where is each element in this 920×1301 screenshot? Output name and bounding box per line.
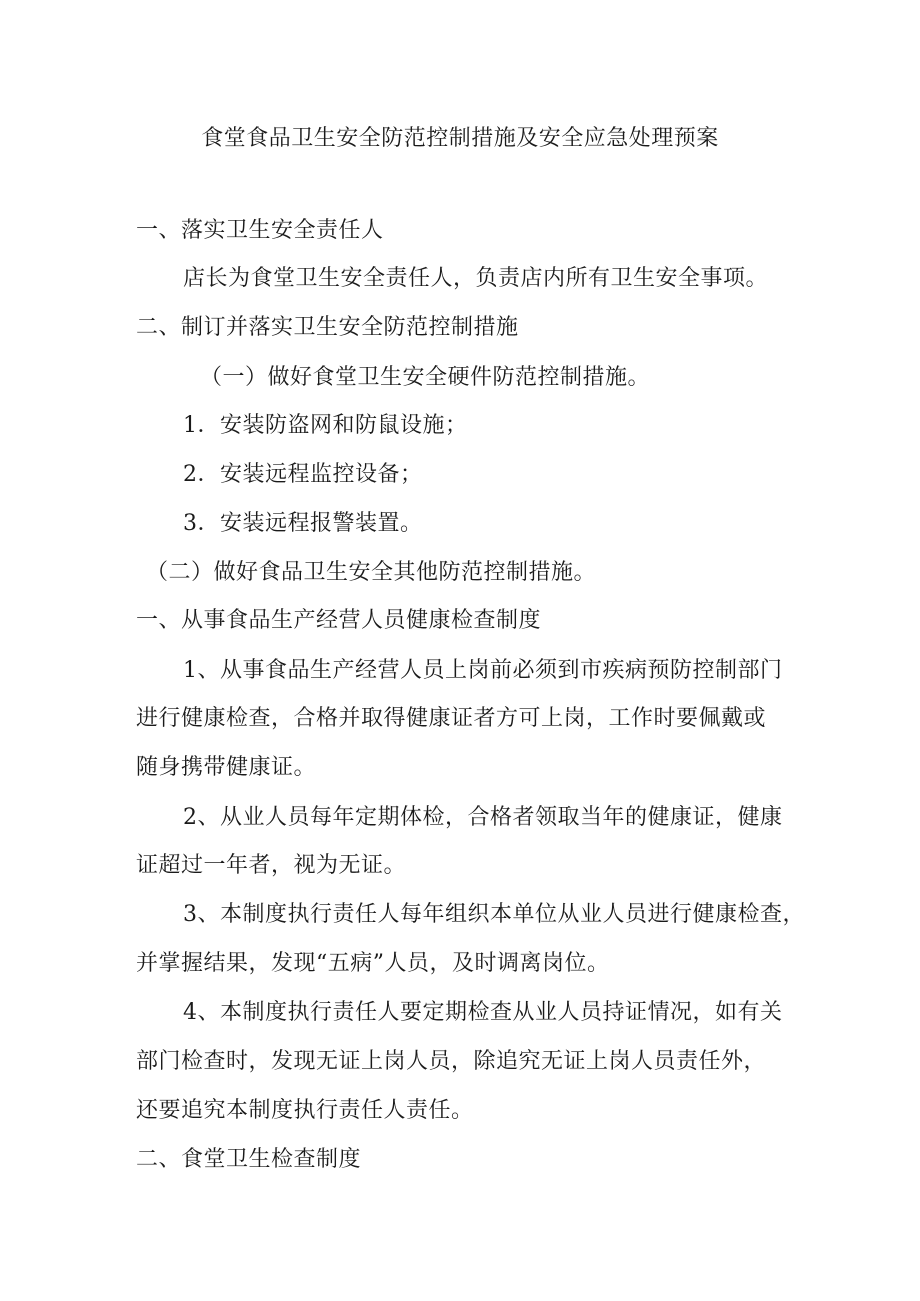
paragraph-line: 3、本制度执行责任人每年组织本单位从业人员进行健康检查， [183,902,805,927]
paragraph-line: 1、从事食品生产经营人员上岗前必须到市疾病预防控制部门 [183,658,783,683]
list-item: 1．安装防盗网和防鼠设施； [183,413,468,438]
paragraph-line: 证超过一年者，视为无证。 [136,853,407,878]
paragraph-line: 并掌握结果，发现“五病”人员，及时调离岗位。 [136,951,610,976]
paragraph-line: 部门检查时，发现无证上岗人员，除追究无证上岗人员责任外， [136,1049,767,1074]
document-title: 食堂食品卫生安全防范控制措施及安全应急处理预案 [201,126,719,151]
list-item: 2．安装远程监控设备； [183,462,423,487]
list-item: 3．安装远程报警装置。 [183,511,423,536]
paragraph-line: 还要追究本制度执行责任人责任。 [136,1098,474,1123]
section-heading-1: 一、落实卫生安全责任人 [136,218,384,243]
section-heading-3: 一、从事食品生产经营人员健康检查制度 [136,608,542,633]
paragraph-line: 2、从业人员每年定期体检，合格者领取当年的健康证，健康 [183,805,783,830]
paragraph-line: 4、本制度执行责任人要定期检查从业人员持证情况，如有关 [183,1000,783,1025]
paragraph-line: 随身携带健康证。 [136,755,317,780]
paragraph-line: 进行健康检查，合格并取得健康证者方可上岗，工作时要佩戴或 [136,706,767,731]
paragraph-line: 店长为食堂卫生安全责任人，负责店内所有卫生安全事项。 [183,266,769,291]
subsection-heading-1: （一）做好食堂卫生安全硬件防范控制措施。 [200,365,651,390]
section-heading-2: 二、制订并落实卫生安全防范控制措施 [136,315,519,340]
subsection-heading-2: （二）做好食品卫生安全其他防范控制措施。 [146,560,597,585]
section-heading-4: 二、食堂卫生检查制度 [136,1147,362,1172]
